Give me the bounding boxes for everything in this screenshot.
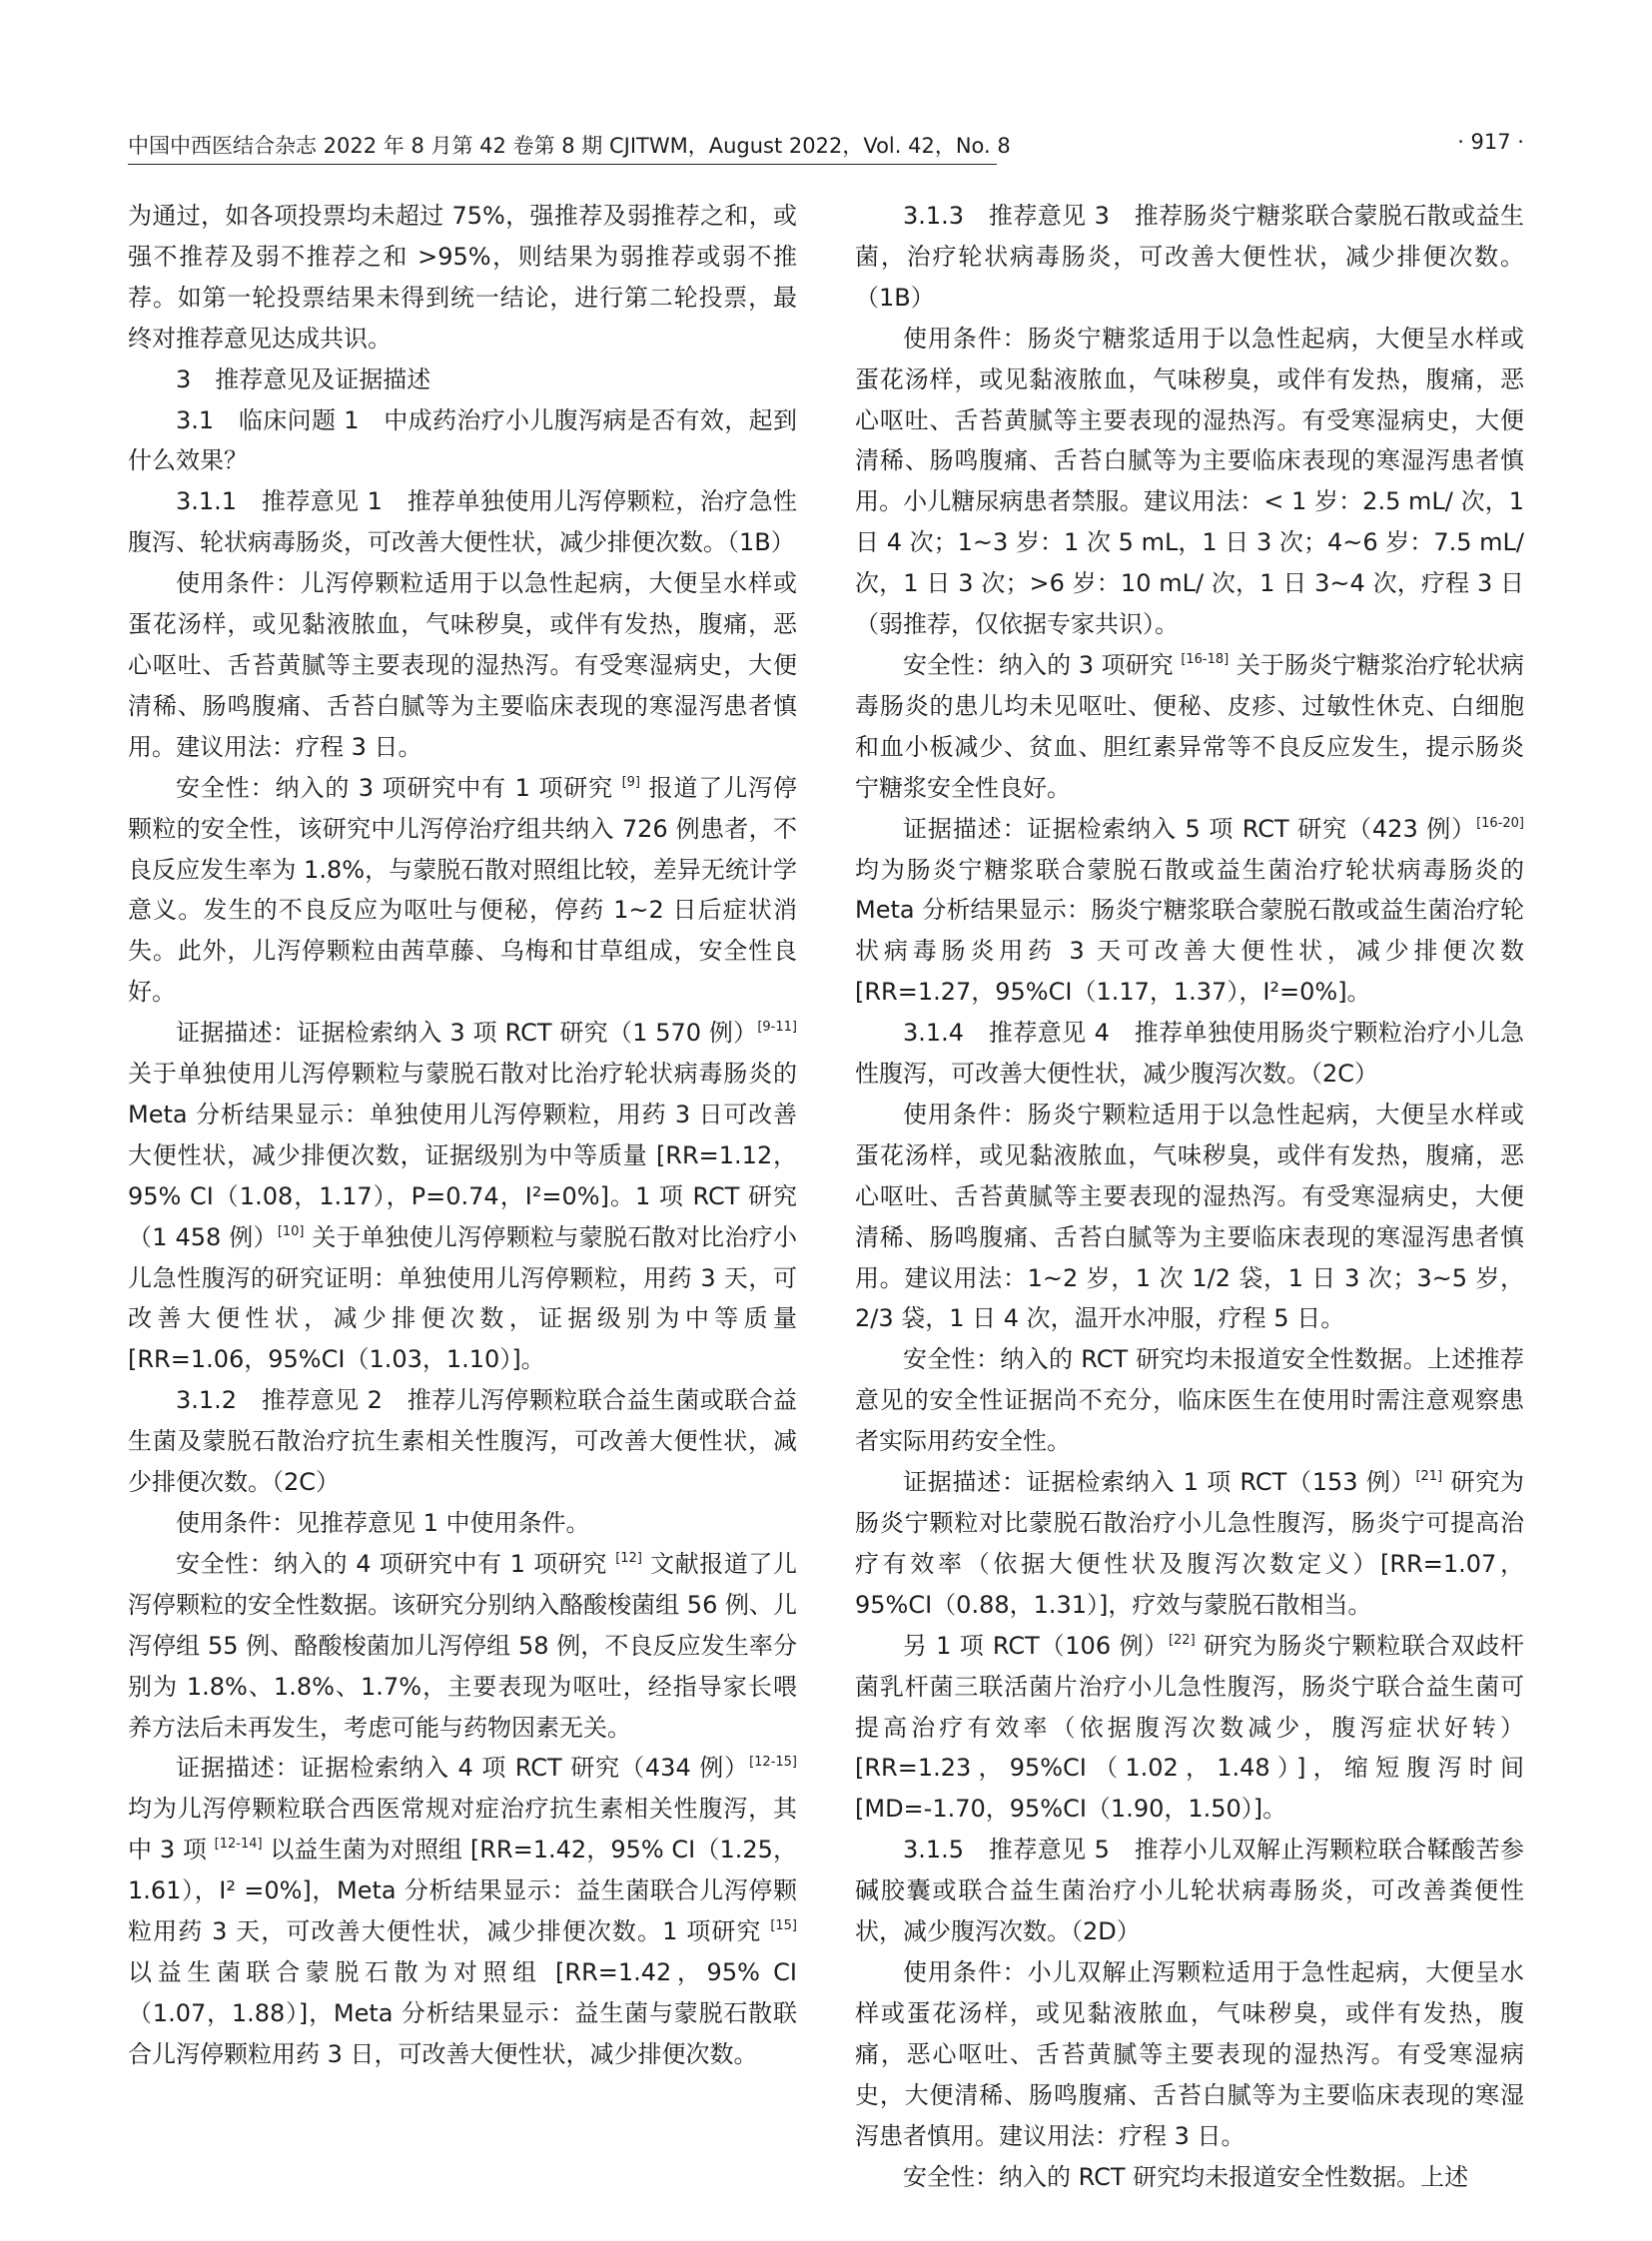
- paragraph: [128, 768, 797, 1013]
- paragraph: [128, 1544, 797, 1749]
- citation-ref: [12-15]: [749, 1755, 797, 1771]
- paragraph: [855, 809, 1524, 1014]
- paragraph: 使用条件：肠炎宁颗粒适用于以急性起病，大便呈水样或蛋花汤样，或见黏液脓血，气味秽臭，或伴有发热，腹痛，恶心呕吐、舌苔黄腻等主要表现的湿热泻。有受寒湿病史，大便清稀、肠鸣腹痛、舌苔白腻等为主要临床表现的寒湿泻患者慎用。建议用法：1~2 岁，1 次 1/2 袋，1 日 3 次；3~5 岁，2/3 袋，1 日 4 次，温开水冲服，疗程 5 日。: [855, 1100, 1524, 1333]
- citation-ref: [15]: [770, 1918, 797, 1934]
- paragraph: 3.1.5 推荐意见 5 推荐小儿双解止泻颗粒联合鞣酸苦参碱胶囊或联合益生菌治疗小儿轮状病毒肠炎，可改善粪便性状，减少腹泻次数。（2D）: [855, 1836, 1524, 1946]
- paragraph: 使用条件：肠炎宁糖浆适用于以急性起病，大便呈水样或蛋花汤样，或见黏液脓血，气味秽臭，或伴有发热，腹痛，恶心呕吐、舌苔黄腻等主要表现的湿热泻。有受寒湿病史，大便清稀、肠鸣腹痛、舌苔白腻等为主要临床表现的寒湿泻患者慎用。小儿糖尿病患者禁服。建议用法：< 1 岁：2.5 mL/ 次，1 日 4 次；1~3 岁：1 次 5 mL，1 日 3 次；4~6 岁：7.5 mL/ 次，1 日 3 次；>6 岁：10 mL/ 次，1 日 3~4 次，疗程 3 日（弱推荐，仅依据专家共识）。: [855, 324, 1524, 639]
- citation-ref: [9]: [621, 774, 640, 790]
- citation-ref: [16-20]: [1476, 815, 1524, 831]
- paragraph-text: 均为儿泻停颗粒联合西医常规对症治疗抗生素相关性腹泻，其中 3 项: [128, 1795, 797, 1865]
- citation-ref: [9-11]: [757, 1020, 797, 1036]
- paragraph-text: 研究为肠炎宁颗粒联合双歧杆菌乳杆菌三联活菌片治疗小儿急性腹泻，肠炎宁联合益生菌可提高治疗有效率（依据腹泻次数减少，腹泻症状好转）[RR=1.23，95%CI（1.02，1.48）]，缩短腹泻时间 [MD=-1.70，95%CI（1.90，1.50）]。: [855, 1631, 1524, 1824]
- right-column: [855, 196, 1524, 2197]
- paragraph: 安全性：纳入的 RCT 研究均未报道安全性数据。上述推荐意见的安全性证据尚不充分，临床医生在使用时需注意观察患者实际用药安全性。: [855, 1345, 1524, 1456]
- paragraph-text: 另 1 项 RCT（106 例）: [903, 1631, 1169, 1660]
- citation-ref: [12-14]: [214, 1837, 263, 1853]
- paragraph-text: 证据描述：证据检索纳入 3 项 RCT 研究（1 570 例）: [176, 1019, 758, 1048]
- paragraph-text: 关于单独使用儿泻停颗粒与蒙脱石散对比治疗轮状病毒肠炎的 Meta 分析结果显示：单独使用儿泻停颗粒，用药 3 日可改善大便性状，减少排便次数，证据级别为中等质量 [RR=1.12，95% CI（1.08，1.17），P=0.74，I²=0%]。1 项 RCT 研究（1 458 例）: [128, 1060, 797, 1251]
- citation-ref: [22]: [1168, 1632, 1196, 1648]
- left-column: [128, 196, 797, 2075]
- paragraph-text: 研究为肠炎宁颗粒对比蒙脱石散治疗小儿急性腹泻，肠炎宁可提高治疗有效率（依据大便性状及腹泻次数定义）[RR=1.07，95%CI（0.88，1.31）]，疗效与蒙脱石散相当。: [855, 1468, 1524, 1619]
- paragraph-text: 以益生菌为对照组 [RR=1.42，95% CI（1.25，1.61），I² =0%]，Meta 分析结果显示：益生菌联合儿泻停颗粒用药 3 天，可改善大便性状，减少排便次数。1 项研究: [128, 1836, 798, 1946]
- page-number: · 917 ·: [1457, 130, 1524, 154]
- paragraph: 3.1.2 推荐意见 2 推荐儿泻停颗粒联合益生菌或联合益生菌及蒙脱石散治疗抗生素相关性腹泻，可改善大便性状，减少排便次数。（2C）: [128, 1386, 797, 1497]
- paragraph: 3 推荐意见及证据描述: [176, 365, 431, 393]
- paragraph-text: 以益生菌联合蒙脱石散为对照组 [RR=1.42，95% CI（1.07，1.88）]，Meta 分析结果显示：益生菌与蒙脱石散联合儿泻停颗粒用药 3 日，可改善大便性状，减少排便次数。: [128, 1957, 797, 2068]
- paragraph: [128, 1013, 797, 1380]
- journal-citation: 中国中西医结合杂志 2022 年 8 月第 42 卷第 8 期 CJITWM，August 2022，Vol. 42，No. 8: [128, 134, 1011, 158]
- paragraph-text: 安全性：纳入的 3 项研究中有 1 项研究: [176, 773, 622, 802]
- paragraph: [128, 1748, 797, 2074]
- citation-ref: [12]: [615, 1550, 642, 1566]
- citation-ref: [16-18]: [1181, 651, 1230, 667]
- citation-ref: [10]: [277, 1223, 305, 1239]
- paragraph-text: 安全性：纳入的 3 项研究: [903, 650, 1182, 679]
- paragraph-text: 文献报道了儿泻停颗粒的安全性数据。该研究分别纳入酪酸梭菌组 56 例、儿泻停组 55 例、酪酸梭菌加儿泻停组 58 例，不良反应发生率分别为 1.8%、1.8%、1.7%，主要表现为呕吐，经指导家长喂养方法后未再发生，考虑可能与药物因素无关。: [128, 1549, 797, 1742]
- paragraph: 安全性：纳入的 RCT 研究均未报道安全性数据。上述: [903, 2162, 1469, 2191]
- paragraph-text: 报道了儿泻停颗粒的安全性，该研究中儿泻停治疗组共纳入 726 例患者，不良反应发生率为 1.8%，与蒙脱石散对照组比较，差异无统计学意义。发生的不良反应为呕吐与便秘，停药 1~2 日后症状消失。此外，儿泻停颗粒由茜草藤、乌梅和甘草组成，安全性良好。: [128, 773, 797, 1007]
- paragraph: 使用条件：儿泻停颗粒适用于以急性起病，大便呈水样或蛋花汤样，或见黏液脓血，气味秽臭，或伴有发热，腹痛，恶心呕吐、舌苔黄腻等主要表现的湿热泻。有受寒湿病史，大便清稀、肠鸣腹痛、舌苔白腻等为主要临床表现的寒湿泻患者慎用。建议用法：疗程 3 日。: [128, 569, 797, 761]
- header-rule: [128, 164, 997, 165]
- paragraph: 3.1.1 推荐意见 1 推荐单独使用儿泻停颗粒，治疗急性腹泻、轮状病毒肠炎，可改善大便性状，减少排便次数。（1B）: [128, 487, 797, 557]
- paragraph: [855, 1626, 1524, 1831]
- citation-ref: [21]: [1415, 1469, 1443, 1485]
- paragraph-text: 证据描述：证据检索纳入 1 项 RCT（153 例）: [903, 1468, 1416, 1497]
- running-header: [128, 130, 1524, 164]
- paragraph-text: 关于单独使儿泻停颗粒与蒙脱石散对比治疗小儿急性腹泻的研究证明：单独使用儿泻停颗粒，用药 3 天，可改善大便性状，减少排便次数，证据级别为中等质量 [RR=1.06，95%CI（1.03，1.10）]。: [128, 1222, 797, 1374]
- paragraph: 3.1.3 推荐意见 3 推荐肠炎宁糖浆联合蒙脱石散或益生菌，治疗轮状病毒肠炎，可改善大便性状，减少排便次数。（1B）: [855, 202, 1524, 312]
- paragraph: [855, 1462, 1524, 1626]
- paragraph: 为通过，如各项投票均未超过 75%，强推荐及弱推荐之和，或强不推荐及弱不推荐之和 >95%，则结果为弱推荐或弱不推荐。如第一轮投票结果未得到统一结论，进行第二轮投票，最终对推荐意见达成共识。: [128, 202, 797, 353]
- paragraph: 使用条件：小儿双解止泻颗粒适用于急性起病，大便呈水样或蛋花汤样，或见黏液脓血，气味秽臭，或伴有发热，腹痛，恶心呕吐、舌苔黄腻等主要表现的湿热泻。有受寒湿病史，大便清稀、肠鸣腹痛、舌苔白腻等为主要临床表现的寒湿泻患者慎用。建议用法：疗程 3 日。: [855, 1957, 1524, 2150]
- paragraph: 使用条件：见推荐意见 1 中使用条件。: [176, 1509, 590, 1537]
- paragraph: [855, 645, 1524, 809]
- paragraph-text: 关于肠炎宁糖浆治疗轮状病毒肠炎的患儿均未见呕吐、便秘、皮疹、过敏性休克、白细胞和血小板减少、贫血、胆红素异常等不良反应发生，提示肠炎宁糖浆安全性良好。: [855, 650, 1524, 802]
- paragraph-text: 证据描述：证据检索纳入 4 项 RCT 研究（434 例）: [176, 1754, 750, 1783]
- paragraph-text: 安全性：纳入的 4 项研究中有 1 项研究: [176, 1549, 616, 1578]
- paragraph-text: 均为肠炎宁糖浆联合蒙脱石散或益生菌治疗轮状病毒肠炎的 Meta 分析结果显示：肠炎宁糖浆联合蒙脱石散或益生菌治疗轮状病毒肠炎用药 3 天可改善大便性状，减少排便次数 [RR=1.27，95%CI（1.17，1.37），I²=0%]。: [855, 855, 1524, 1007]
- paragraph: 3.1.4 推荐意见 4 推荐单独使用肠炎宁颗粒治疗小儿急性腹泻，可改善大便性状，减少腹泻次数。（2C）: [855, 1019, 1524, 1089]
- paragraph: 3.1 临床问题 1 中成药治疗小儿腹泻病是否有效，起到什么效果？: [128, 405, 797, 475]
- paragraph-text: 证据描述：证据检索纳入 5 项 RCT 研究（423 例）: [903, 814, 1477, 843]
